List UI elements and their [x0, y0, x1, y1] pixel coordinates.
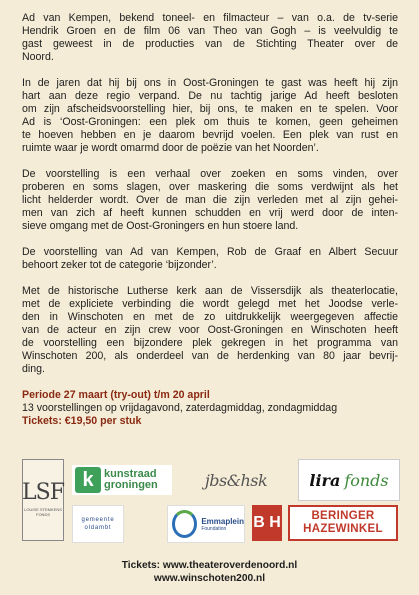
logo-beringer-hazewinkel [288, 505, 398, 541]
text-line: met de expliciete verbinding die wordt gelegd met het Joodse verle- [22, 297, 398, 310]
beringer-line2: HAZEWINKEL [303, 523, 383, 535]
text-line: ruimte waar je wordt omarmd door de poëzie van het Noorden’. [22, 142, 319, 155]
logo-emmaplein-foundation [167, 505, 245, 543]
logo-bh-mark: B H [252, 505, 282, 541]
text-line: licht helderder wordt. Over de man die zijn verleden met al zijn gehei- [22, 194, 398, 207]
text-line: gast geweest in de producties van de Stichting Theater over de [22, 38, 398, 51]
kunstraad-line2: groningen [104, 479, 158, 491]
paragraph-locatie [22, 285, 398, 377]
paragraph-intro [22, 12, 398, 64]
paragraph-oost-groningen [22, 77, 398, 156]
gemeente-line2: oldambt [84, 525, 112, 531]
text-line: sieve omgang met de Oost-Groningers en hun stoere land. [22, 220, 299, 233]
ticket-url[interactable]: Tickets: www.theateroverdenoord.nl [121, 560, 298, 571]
text-line: men van zich af heeft kunnen schudden en vrij werd door de inten- [22, 207, 398, 220]
text-line: Winschoten 200, als onderdeel van de herdenking van 80 jaar bevrij- [22, 350, 398, 363]
emmaplein-name: Emmaplein [201, 516, 244, 526]
ticket-footer [0, 560, 419, 585]
period-line: Periode 27 maart (try-out) t/m 20 april [22, 388, 210, 401]
text-line: den in Winschoten en met de zo uitdrukkelijk weergegeven affectie [22, 310, 398, 323]
gemeente-line1: gemeente [81, 517, 115, 523]
text-line: Ad van Kempen, bekend toneel- en filmacteur – van o.a. de tv-serie [22, 12, 398, 24]
beringer-line1: BERINGER [311, 510, 375, 522]
fonds-word: fonds [344, 470, 389, 490]
emmaplein-circle-icon [172, 510, 197, 538]
performances-line: 13 voorstellingen op vrijdagavond, zaterdagmiddag, zondagmiddag [22, 401, 338, 414]
text-line: Noord. [22, 51, 54, 64]
performance-info [22, 389, 398, 428]
paragraph-makers [22, 246, 398, 272]
logo-jbs-hsk: jbs&hsk [204, 470, 268, 490]
lira-word: lira [309, 470, 341, 490]
text-line: Met de historische Lutherse kerk aan de Vissersdijk als theaterlocatie, [22, 284, 398, 297]
text-line: De voorstelling is een verhaal over zoeken en soms vinden, over [22, 167, 398, 180]
logo-gemeente-oldambt [72, 505, 124, 543]
text-line: hart aan deze regio verpand. De nu tachtig jarige Ad heeft besloten [22, 89, 398, 102]
lsf-mark: LSF [22, 480, 64, 505]
kunstraad-k-icon: k [75, 467, 101, 493]
text-line: Hendrik Groen en de film 06 van Theo van Gogh – is veelvuldig te [22, 25, 398, 38]
logo-lira-fonds [298, 459, 400, 501]
emmaplein-sub: Foundation [201, 525, 227, 532]
lsf-caption: LOUISE STEMKENS FONDS [24, 507, 62, 517]
tickets-price: Tickets: €19,50 per stuk [22, 414, 142, 427]
text-line: In de jaren dat hij bij ons in Oost-Groningen te gast was heeft hij zijn [22, 76, 398, 89]
text-line: behoort zeker tot de categorie ‘bijzonder’. [22, 259, 217, 271]
logo-louise-stemkens-fonds [22, 459, 64, 541]
text-line: om zijn afscheidsvoorstelling hier, bij ons, te maken en te spelen. Voor [22, 103, 398, 116]
main-text [22, 12, 398, 428]
website-url[interactable]: www.winschoten200.nl [153, 572, 266, 584]
sponsor-logos [22, 459, 398, 543]
text-line: De voorstelling van Ad van Kempen, Rob de Graaf en Albert Secuur [22, 245, 398, 258]
text-line: proberen en soms slagen, over maskering die soms verdwijnt als het [22, 181, 398, 194]
paragraph-voorstelling [22, 168, 398, 233]
logo-kunstraad-groningen [72, 465, 172, 495]
text-line: Ad is ‘Oost-Groningen: een plek om thuis te komen, geen geheimen [22, 116, 398, 129]
text-line: te hoeven hebben en je daarom bevrijd voelen. Een plek van rust en [22, 129, 398, 142]
text-line: de voorstelling een bijzondere plek gekregen in het programma van [22, 336, 398, 349]
kunstraad-line1: kunstraad [104, 468, 157, 480]
text-line: ding. [22, 363, 45, 376]
text-line: van de acteur en zijn crew voor Oost-Groningen en Winschoten heeft [22, 323, 398, 336]
